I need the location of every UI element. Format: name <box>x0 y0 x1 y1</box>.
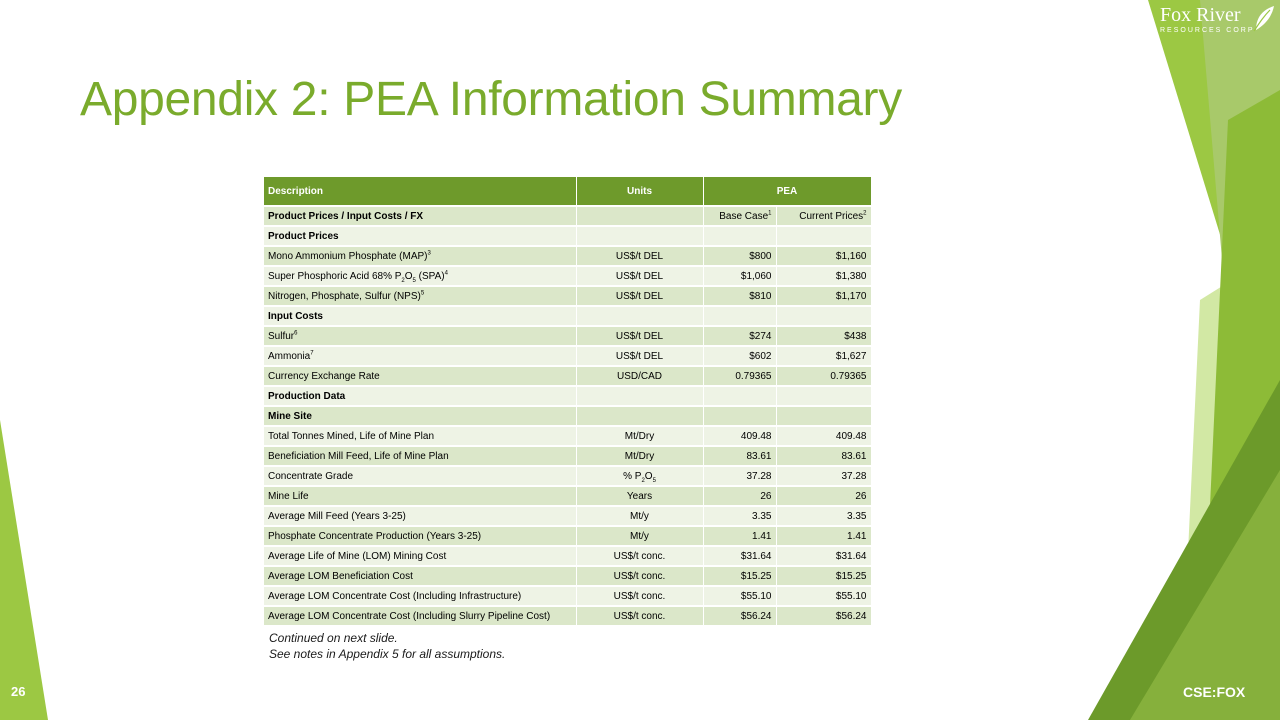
row-description <box>264 326 576 346</box>
row-description: Total Tonnes Mined, Life of Mine Plan <box>264 426 576 446</box>
leaf-icon <box>1252 4 1276 32</box>
row-base-value: $274 <box>703 326 776 346</box>
subscript: 5 <box>652 477 656 484</box>
row-units: USD/CAD <box>576 366 703 386</box>
row-current-value: $15.25 <box>776 566 871 586</box>
row-units <box>576 466 703 486</box>
slide-notes <box>269 630 505 662</box>
subscript: 5 <box>412 277 416 284</box>
row-current-value: 409.48 <box>776 426 871 446</box>
table-row <box>264 466 871 486</box>
current-prices-label: Current Prices <box>799 210 864 222</box>
row-units: Mt/Dry <box>576 426 703 446</box>
pea-summary-table-container <box>264 177 872 627</box>
row-base-value: $602 <box>703 346 776 366</box>
row-description <box>264 346 576 366</box>
row-description-text: O <box>404 270 413 282</box>
row-units: US$/t conc. <box>576 566 703 586</box>
table-row <box>264 426 871 446</box>
row-units: US$/t conc. <box>576 546 703 566</box>
row-current-value: $1,627 <box>776 346 871 366</box>
row-base-value: $1,060 <box>703 266 776 286</box>
table-row <box>264 206 871 226</box>
footnote-ref: 4 <box>444 270 448 277</box>
row-base-value: 3.35 <box>703 506 776 526</box>
header-units: Units <box>576 177 703 206</box>
row-description-text: (SPA) <box>415 270 445 282</box>
row-units: Mt/y <box>576 506 703 526</box>
table-header-row <box>264 177 871 206</box>
row-units: Mt/y <box>576 526 703 546</box>
section-label: Production Data <box>264 386 576 406</box>
section-label: Product Prices <box>264 226 576 246</box>
note-assumptions: See notes in Appendix 5 for all assumptions. <box>269 647 506 661</box>
note-continued: Continued on next slide. <box>269 631 398 645</box>
row-base-value: 83.61 <box>703 446 776 466</box>
table-row <box>264 566 871 586</box>
logo-subtitle: RESOURCES CORP <box>1160 27 1255 34</box>
units-text: % P <box>623 470 642 482</box>
current-prices-header <box>776 206 871 226</box>
table-row <box>264 446 871 466</box>
section-label: Mine Site <box>264 406 576 426</box>
empty-cell <box>576 386 703 406</box>
row-units: US$/t DEL <box>576 346 703 366</box>
units-text: O <box>644 470 653 482</box>
row-description-text: Nitrogen, Phosphate, Sulfur (NPS) <box>268 290 421 302</box>
row-base-value: 409.48 <box>703 426 776 446</box>
table-row <box>264 246 871 266</box>
table-row <box>264 266 871 286</box>
section-row-product-prices <box>264 226 871 246</box>
table-row <box>264 546 871 566</box>
slide-title: Appendix 2: PEA Information Summary <box>80 73 902 126</box>
table-row <box>264 506 871 526</box>
row-units: US$/t conc. <box>576 586 703 606</box>
row-description-text: Ammonia <box>268 350 311 362</box>
row-current-value: 83.61 <box>776 446 871 466</box>
footnote-ref: 1 <box>768 210 772 217</box>
row-description: Concentrate Grade <box>264 466 576 486</box>
row-current-value: $55.10 <box>776 586 871 606</box>
footnote-ref: 7 <box>310 350 314 357</box>
subscript: 2 <box>641 477 645 484</box>
section-row-input-costs <box>264 306 871 326</box>
row-current-value: 26 <box>776 486 871 506</box>
row-base-value: $800 <box>703 246 776 266</box>
base-case-label: Base Case <box>719 210 769 222</box>
empty-cell <box>776 406 871 426</box>
row-base-value: $55.10 <box>703 586 776 606</box>
left-bottom-shape <box>0 420 48 720</box>
footnote-ref: 2 <box>863 210 867 217</box>
row-description: Average LOM Concentrate Cost (Including Infrastructure) <box>264 586 576 606</box>
header-pea: PEA <box>703 177 871 206</box>
row-description <box>264 286 576 306</box>
row-description-text: Sulfur <box>268 330 295 342</box>
row-current-value: $1,160 <box>776 246 871 266</box>
pea-summary-table <box>264 177 872 627</box>
footnote-ref: 6 <box>294 330 298 337</box>
row-description: Currency Exchange Rate <box>264 366 576 386</box>
table-row <box>264 366 871 386</box>
subheader-label: Product Prices / Input Costs / FX <box>264 206 576 226</box>
row-description: Average LOM Beneficiation Cost <box>264 566 576 586</box>
row-description: Phosphate Concentrate Production (Years 3-25) <box>264 526 576 546</box>
row-description <box>264 266 576 286</box>
table-row <box>264 526 871 546</box>
row-description: Mine Life <box>264 486 576 506</box>
row-base-value: $810 <box>703 286 776 306</box>
row-description <box>264 246 576 266</box>
empty-cell <box>576 206 703 226</box>
row-description: Average Life of Mine (LOM) Mining Cost <box>264 546 576 566</box>
section-row-mine-site <box>264 406 871 426</box>
row-units: Mt/Dry <box>576 446 703 466</box>
row-current-value: $56.24 <box>776 606 871 626</box>
table-row <box>264 346 871 366</box>
row-base-value: 1.41 <box>703 526 776 546</box>
table-row <box>264 486 871 506</box>
empty-cell <box>576 306 703 326</box>
row-current-value: $1,170 <box>776 286 871 306</box>
company-logo <box>1160 4 1255 35</box>
empty-cell <box>703 386 776 406</box>
row-base-value: $31.64 <box>703 546 776 566</box>
empty-cell <box>703 406 776 426</box>
row-current-value: 37.28 <box>776 466 871 486</box>
empty-cell <box>776 386 871 406</box>
row-description-text: Mono Ammonium Phosphate (MAP) <box>268 250 428 262</box>
subscript: 2 <box>401 277 405 284</box>
header-description: Description <box>264 177 576 206</box>
section-row-production-data <box>264 386 871 406</box>
table-row <box>264 286 871 306</box>
stock-ticker: CSE:FOX <box>1183 684 1246 700</box>
page-number: 26 <box>11 684 26 699</box>
row-description: Average LOM Concentrate Cost (Including Slurry Pipeline Cost) <box>264 606 576 626</box>
row-units: US$/t DEL <box>576 266 703 286</box>
row-current-value: $1,380 <box>776 266 871 286</box>
row-current-value: $31.64 <box>776 546 871 566</box>
row-current-value: $438 <box>776 326 871 346</box>
table-row <box>264 586 871 606</box>
row-current-value: 0.79365 <box>776 366 871 386</box>
logo-name: Fox River <box>1160 4 1241 26</box>
table-row <box>264 606 871 626</box>
empty-cell <box>576 406 703 426</box>
row-base-value: $15.25 <box>703 566 776 586</box>
empty-cell <box>703 306 776 326</box>
row-units: US$/t conc. <box>576 606 703 626</box>
row-current-value: 1.41 <box>776 526 871 546</box>
footnote-ref: 5 <box>420 290 425 297</box>
row-units: US$/t DEL <box>576 286 703 306</box>
empty-cell <box>776 226 871 246</box>
empty-cell <box>576 226 703 246</box>
row-base-value: 37.28 <box>703 466 776 486</box>
row-units: Years <box>576 486 703 506</box>
footnote-ref: 3 <box>427 250 431 257</box>
row-description: Average Mill Feed (Years 3-25) <box>264 506 576 526</box>
row-current-value: 3.35 <box>776 506 871 526</box>
row-units: US$/t DEL <box>576 246 703 266</box>
row-base-value: $56.24 <box>703 606 776 626</box>
base-case-header <box>703 206 776 226</box>
section-label: Input Costs <box>264 306 576 326</box>
row-description-text: Super Phosphoric Acid 68% P <box>268 270 402 282</box>
row-base-value: 26 <box>703 486 776 506</box>
empty-cell <box>703 226 776 246</box>
table-row <box>264 326 871 346</box>
row-units: US$/t DEL <box>576 326 703 346</box>
row-description: Beneficiation Mill Feed, Life of Mine Plan <box>264 446 576 466</box>
row-base-value: 0.79365 <box>703 366 776 386</box>
empty-cell <box>776 306 871 326</box>
